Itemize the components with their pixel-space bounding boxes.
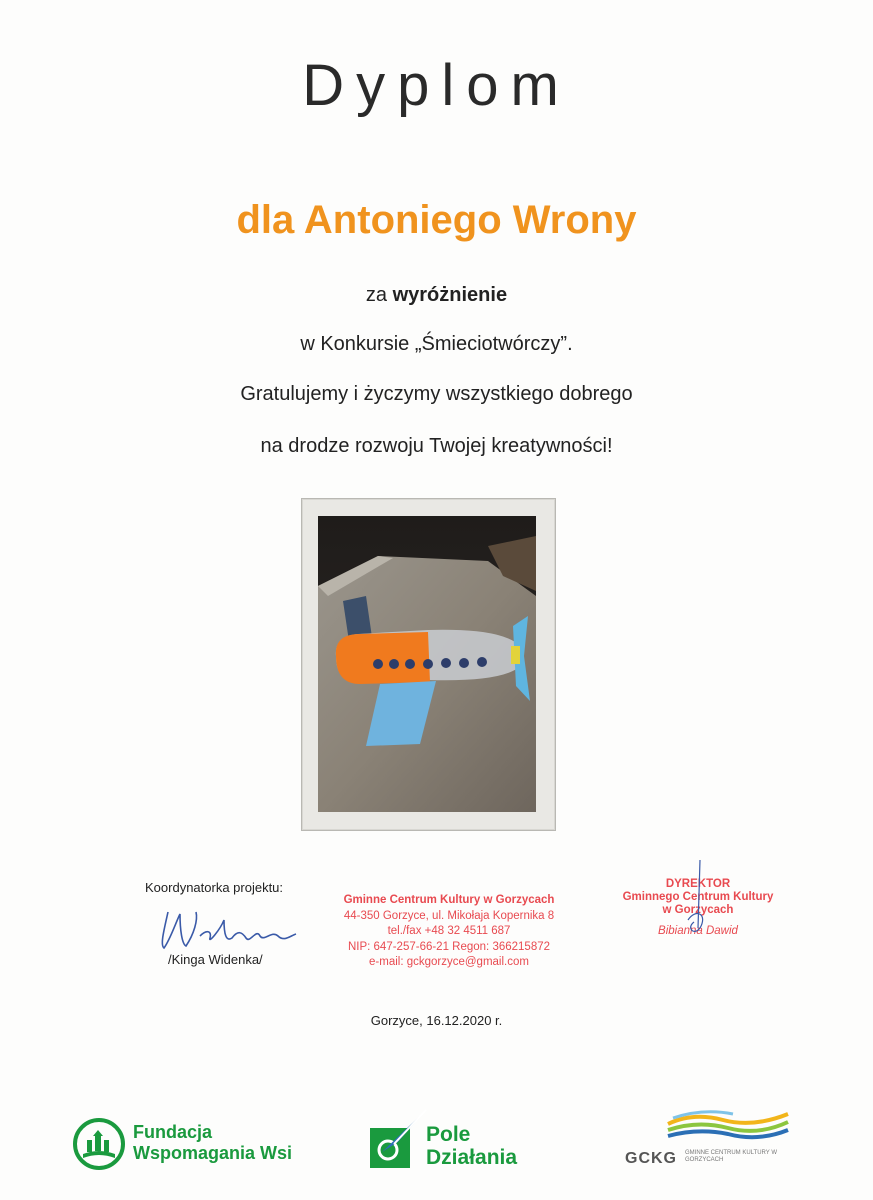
institution-stamp — [320, 893, 578, 971]
stamp-ids: NIP: 647-257-66-21 Regon: 366215872 — [347, 940, 551, 953]
recipient-name: dla Antoniego Wrony — [236, 198, 637, 242]
congrats-line-1: Gratulujemy i życzymy wszystkiego dobrego — [240, 383, 633, 405]
stamp-address: 44-350 Gorzyce, ul. Mikołaja Kopernika 8 — [343, 909, 555, 922]
director-name: Bibianna Dawid — [658, 925, 738, 937]
director-org-line2: w Gorzycach — [662, 904, 734, 916]
stamp-phone: tel./fax +48 32 4511 687 — [387, 925, 511, 937]
pole-dzialania-logo — [368, 1108, 538, 1178]
coordinator-name: /Kinga Widenka/ — [168, 952, 263, 967]
coordinator-label: Koordynatorka projektu: — [145, 880, 284, 895]
pole-line2: Działania — [426, 1146, 518, 1169]
fundacja-logo — [73, 1118, 313, 1178]
congrats-line-2: na drodze rozwoju Twojej kreatywności! — [260, 435, 613, 457]
pole-dzialania-emblem-icon — [368, 1108, 428, 1170]
contest-line: w Konkursie „Śmieciotwórczy”. — [300, 333, 573, 355]
award-prefix: za — [365, 284, 393, 306]
issue-date: Gorzyce, 16.12.2020 r. — [370, 1013, 503, 1028]
diploma-title: Dyplom — [302, 53, 571, 118]
gckg-waves-icon — [663, 1106, 793, 1146]
director-org-line1: Gminnego Centrum Kultury — [622, 891, 774, 903]
pole-line1: Pole — [426, 1123, 471, 1146]
airplane-photo — [318, 516, 536, 812]
gckg-subtitle: GMINNE CENTRUM KULTURY W GORZYCACH — [685, 1150, 778, 1163]
stamp-email: e-mail: gckgorzyce@gmail.com — [369, 956, 529, 968]
award-title: wyróżnienie — [392, 284, 508, 306]
director-title: DYREKTOR — [665, 878, 731, 890]
director-signature — [660, 858, 720, 958]
gckg-text: GCKG — [625, 1150, 677, 1167]
fundacja-line2: Wspomagania Wsi — [133, 1143, 293, 1163]
award-line — [0, 284, 873, 307]
stamp-institution-name: Gminne Centrum Kultury w Gorzycach — [343, 894, 555, 906]
coordinator-signature — [150, 900, 300, 960]
fundacja-line1: Fundacja — [133, 1122, 213, 1142]
fundacja-emblem-icon — [73, 1118, 125, 1170]
gckg-logo — [623, 1106, 793, 1176]
